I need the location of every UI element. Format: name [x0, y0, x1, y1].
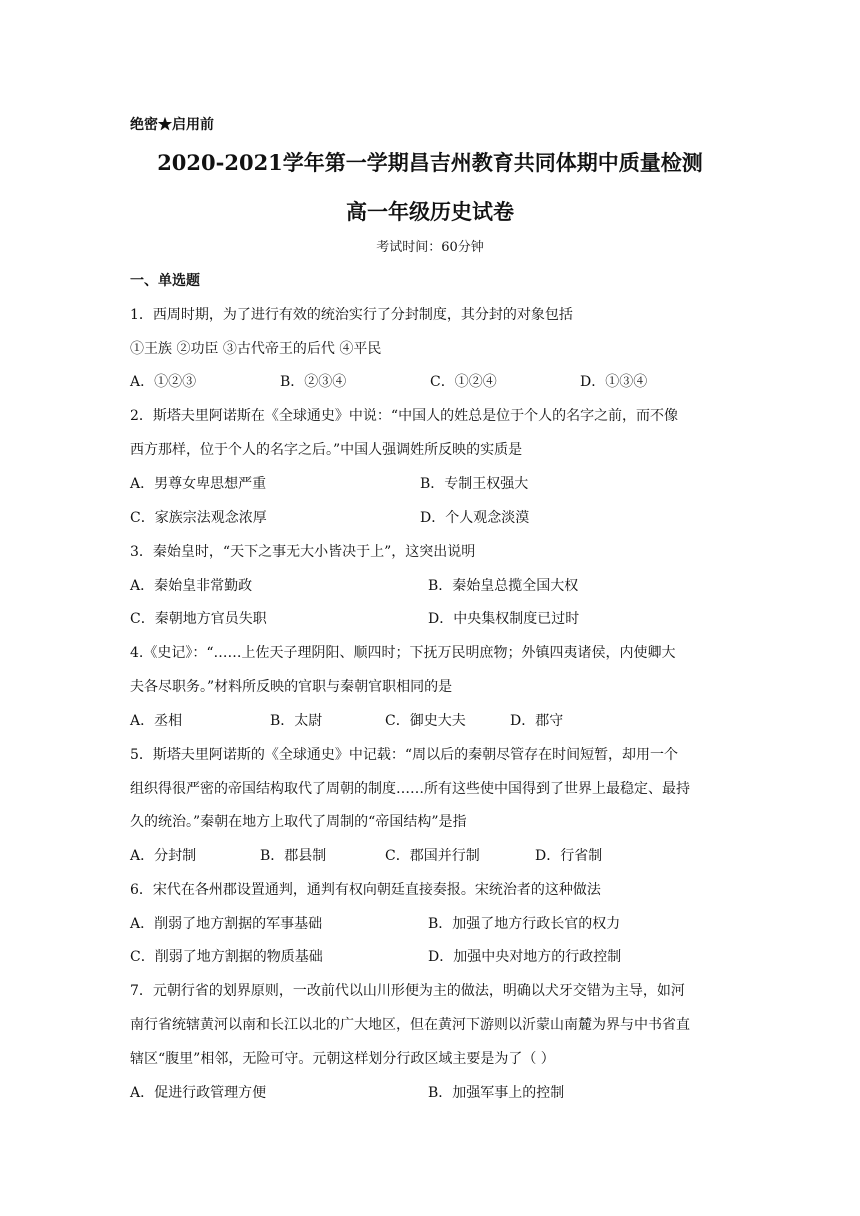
q2-option-c: C．家族宗法观念浓厚 — [130, 510, 267, 526]
q6-option-c: C．削弱了地方割据的物质基础 — [130, 949, 323, 965]
q6-stem: 6．宋代在各州郡设置通判，通判有权向朝廷直接奏报。宋统治者的这种做法 — [130, 882, 601, 898]
q5-stem-line1: 5．斯塔夫里阿诺斯的《全球通史》中记载：“周以后的秦朝尽管存在时间短暂，却用一个 — [130, 747, 679, 763]
q1-option-b: B．②③④ — [280, 374, 347, 390]
q4-option-a: A．丞相 — [130, 713, 183, 729]
q3-option-c: C．秦朝地方官员失职 — [130, 611, 267, 627]
q4-option-d: D．郡守 — [510, 713, 564, 729]
q5-option-a: A．分封制 — [130, 848, 197, 864]
q1-option-d: D．①③④ — [580, 374, 648, 390]
q7-option-b: B．加强军事上的控制 — [428, 1085, 565, 1101]
q4-option-c: C．御史大夫 — [385, 713, 466, 729]
q4-stem-line1: 4.《史记》：“……上佐天子理阴阳、顺四时；下抚万民明庶物；外镇四夷诸侯，内使卿大 — [130, 645, 676, 661]
q3-option-a: A．秦始皇非常勤政 — [130, 578, 253, 594]
q1-stem: 1．西周时期，为了进行有效的统治实行了分封制度，其分封的对象包括 — [130, 307, 573, 323]
q3-stem: 3．秦始皇时，“天下之事无大小皆决于上”，这突出说明 — [130, 544, 476, 560]
q7-stem-line1: 7．元朝行省的划界原则，一改前代以山川形便为主的做法，明确以犬牙交错为主导，如河 — [130, 983, 685, 999]
section-heading: 一、单选题 — [130, 273, 200, 289]
q3-option-d: D．中央集权制度已过时 — [428, 611, 580, 627]
q5-option-d: D．行省制 — [535, 848, 603, 864]
q2-stem-line2: 西方那样，位于个人的名字之后。”中国人强调姓所反映的实质是 — [130, 442, 523, 458]
q5-option-c: C．郡国并行制 — [385, 848, 480, 864]
q2-option-d: D．个人观念淡漠 — [420, 510, 530, 526]
exam-subtitle: 高一年级历史试卷 — [346, 199, 514, 224]
q4-option-b: B．太尉 — [270, 713, 323, 729]
exam-title: 2020-2021学年第一学期昌吉州教育共同体期中质量检测 — [157, 150, 703, 175]
q5-stem-line3: 久的统治。”秦朝在地方上取代了周制的“帝国结构”是指 — [130, 814, 467, 830]
q5-option-b: B．郡县制 — [260, 848, 327, 864]
q7-stem-line2: 南行省统辖黄河以南和长江以北的广大地区，但在黄河下游则以沂蒙山南麓为界与中书省直 — [130, 1017, 690, 1033]
q1-option-a: A．①②③ — [130, 374, 197, 390]
q7-stem-line3: 辖区“腹里”相邻，无险可守。元朝这样划分行政区域主要是为了（ ） — [130, 1051, 555, 1067]
q5-stem-line2: 组织得很严密的帝国结构取代了周朝的制度……所有这些使中国得到了世界上最稳定、最持 — [130, 781, 690, 797]
q2-option-a: A．男尊女卑思想严重 — [130, 476, 267, 492]
q6-option-a: A．削弱了地方割据的军事基础 — [130, 916, 323, 932]
q6-option-d: D．加强中央对地方的行政控制 — [428, 949, 622, 965]
q4-stem-line2: 夫各尽职务。”材料所反映的官职与秦朝官职相同的是 — [130, 679, 453, 695]
exam-time: 考试时间：60分钟 — [376, 240, 484, 255]
q2-option-b: B．专制王权强大 — [420, 476, 529, 492]
q2-stem-line1: 2．斯塔夫里阿诺斯在《全球通史》中说：“中国人的姓总是位于个人的名字之前，而不像 — [130, 408, 679, 424]
q7-option-a: A．促进行政管理方便 — [130, 1085, 267, 1101]
q6-option-b: B．加强了地方行政长官的权力 — [428, 916, 621, 932]
q1-items: ①王族 ②功臣 ③古代帝王的后代 ④平民 — [130, 341, 382, 357]
q1-option-c: C．①②④ — [430, 374, 497, 390]
q3-option-b: B．秦始皇总揽全国大权 — [428, 578, 579, 594]
confidential-label: 绝密★启用前 — [130, 117, 214, 133]
